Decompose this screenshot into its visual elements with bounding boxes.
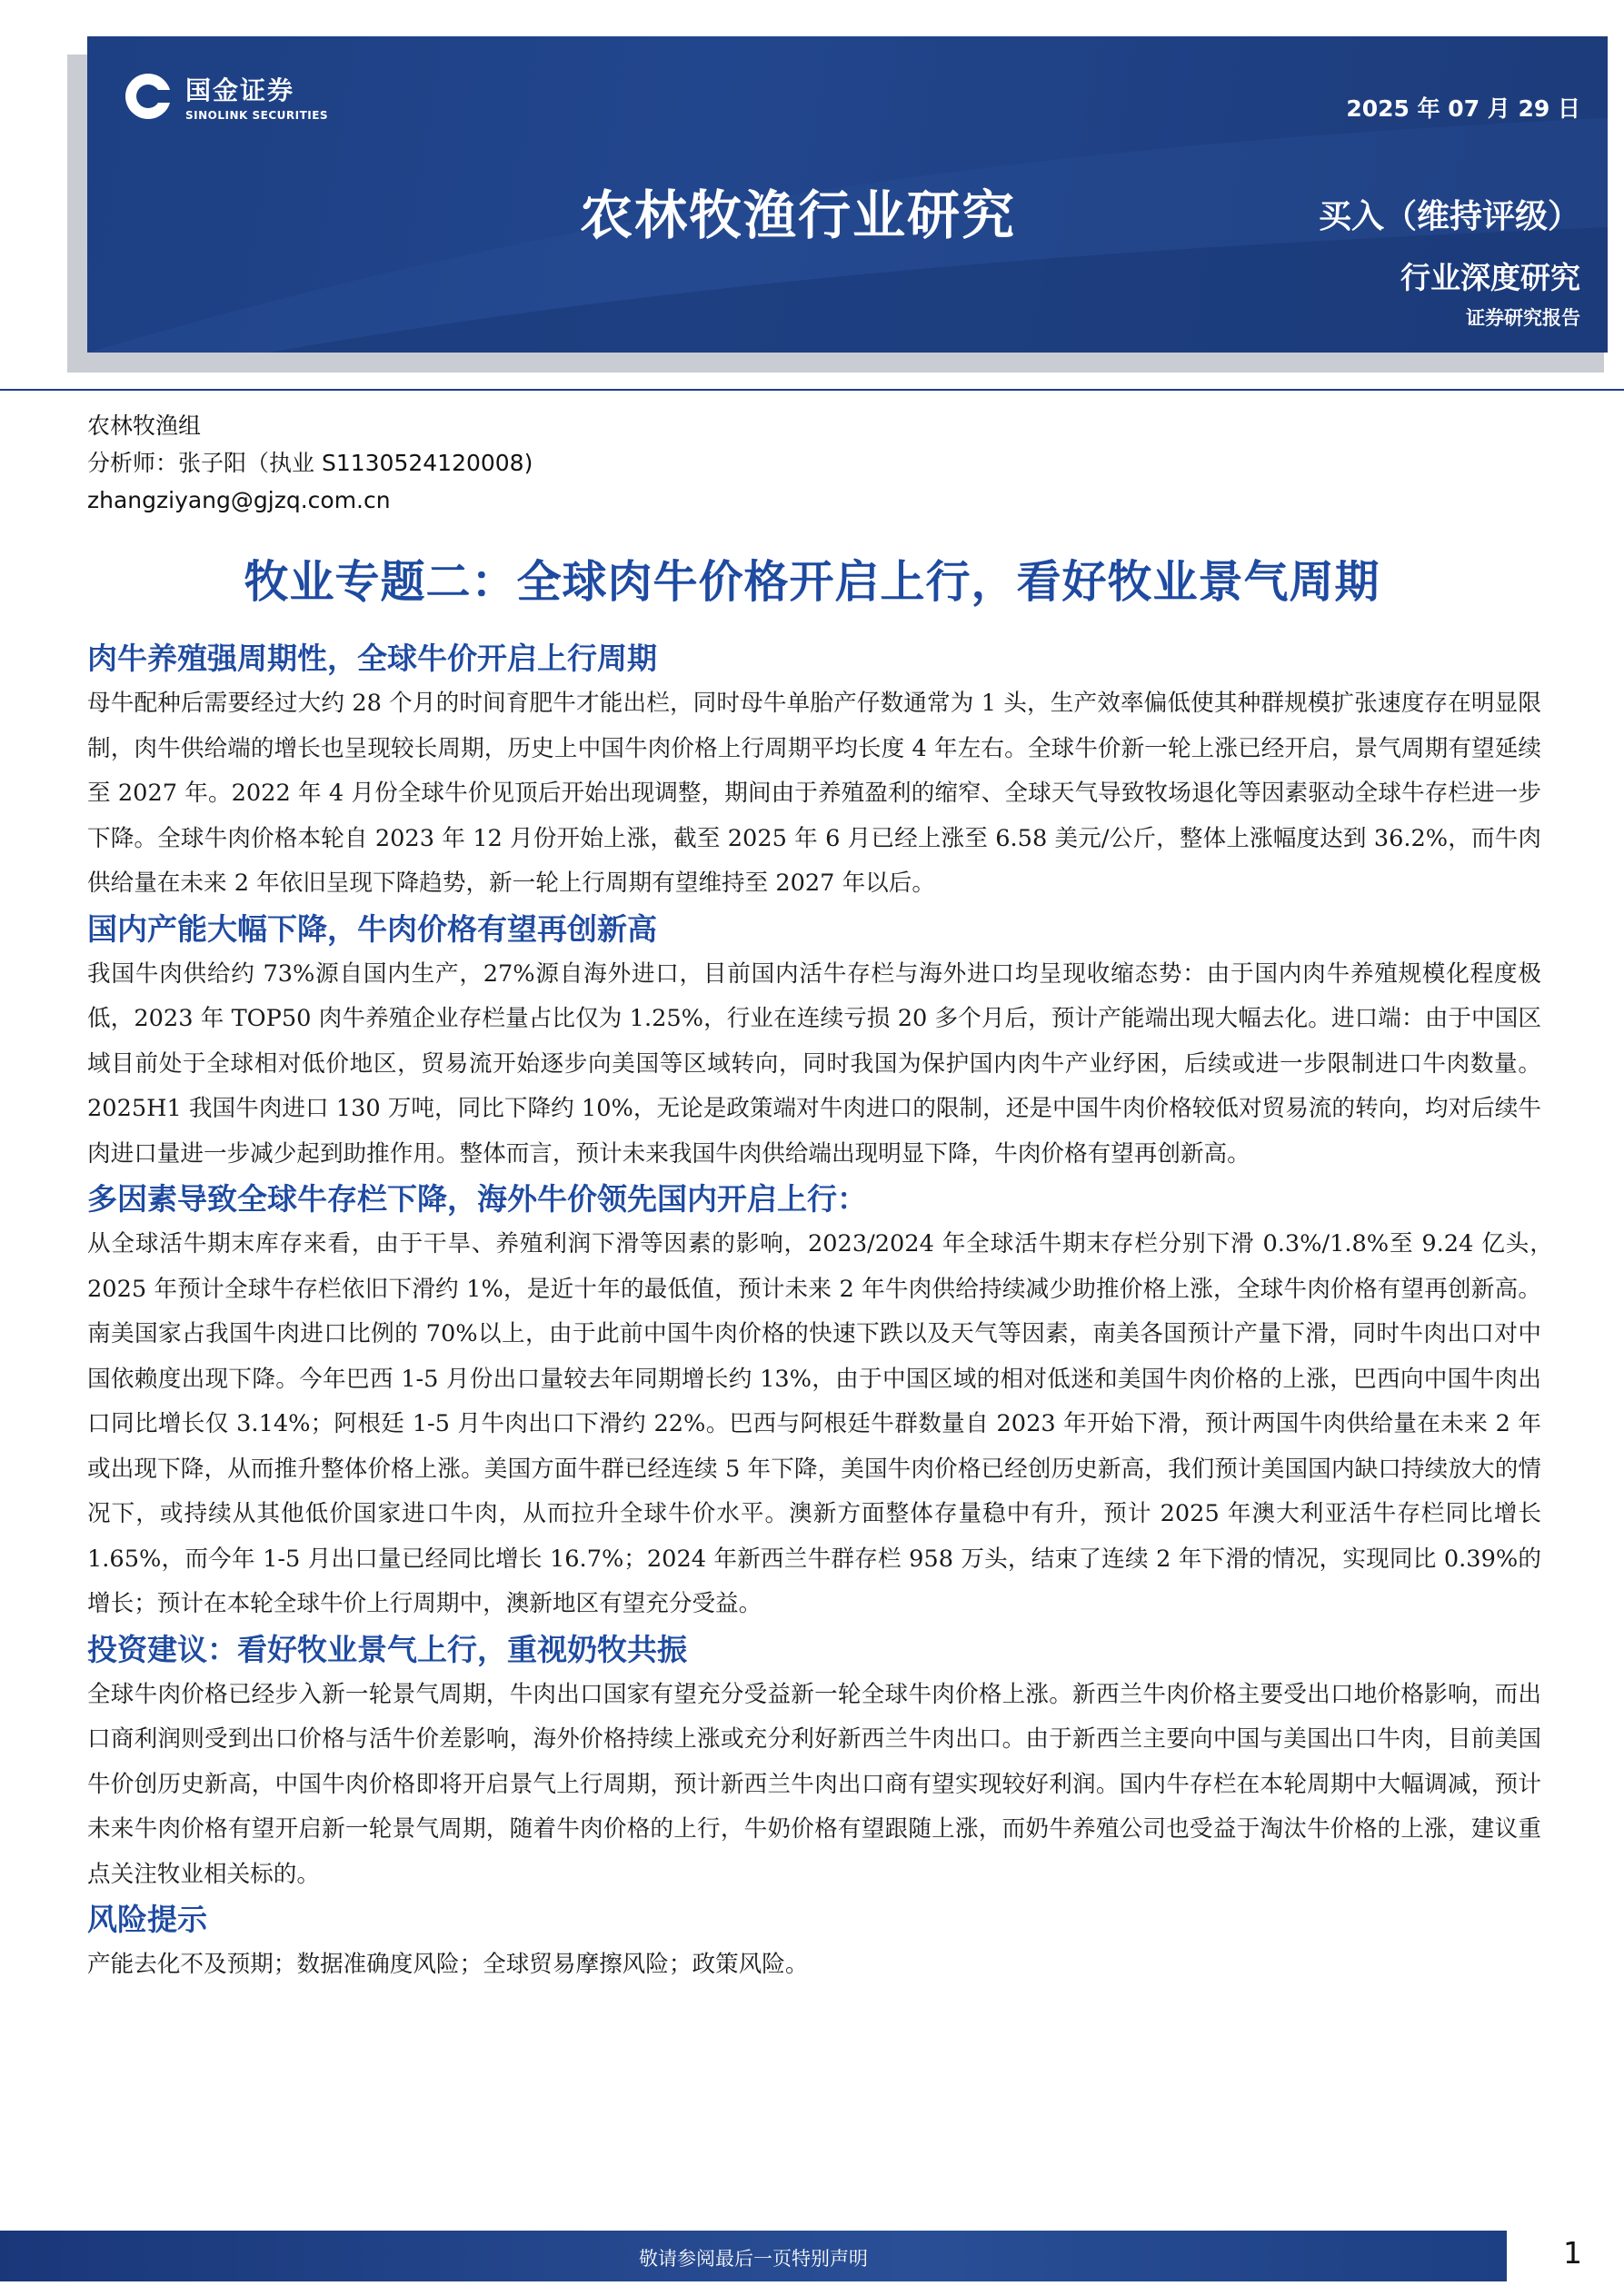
footer-disclaimer: 敬请参阅最后一页特别声明 xyxy=(639,2248,868,2270)
report-body xyxy=(87,636,1565,1988)
analyst-info xyxy=(87,407,533,519)
report-type: 行业深度研究 xyxy=(1400,260,1580,295)
company-logo xyxy=(124,71,328,122)
analyst-email[interactable]: zhangziyang@gjzq.com.cn xyxy=(87,487,391,513)
section-heading: 多因素导致全球牛存栏下降，海外牛价领先国内开启上行： xyxy=(87,1181,867,1217)
section-body: 我国牛肉供给约 73%源自国内生产，27%源自海外进口，目前国内活牛存栏与海外进口均呈现收缩态势：由于国内肉牛养殖规模化程度极低，2023 年 TOP50 肉牛养殖企业存栏量占比仅为 1.25%，行业在连续亏损 20 多个月后，预计产能端出现大幅去化。进口端：由于中国区域目前处于全球相对低价地区，贸易流开始逐步向美国等区域转向，同时我国为保护国内肉牛产业纾困，后续或进一步限制进口牛肉数量。2025H1 我国牛肉进口 130 万吨，同比下降约 10%，无论是政策端对牛肉进口的限制，还是中国牛肉价格较低对贸易流的转向，均对后续牛肉进口量进一步减少起到助推作用。整体而言，预计未来我国牛肉供给端出现明显下降，牛肉价格有望再创新高。 xyxy=(87,959,1541,1168)
report-subtype: 证券研究报告 xyxy=(1466,307,1580,329)
section-body: 全球牛肉价格已经步入新一轮景气周期，牛肉出口国家有望充分受益新一轮全球牛肉价格上涨。新西兰牛肉价格主要受出口地价格影响，而出口商利润则受到出口价格与活牛价差影响，海外价格持续上涨或充分利好新西兰牛肉出口。由于新西兰主要向中国与美国出口牛肉，目前美国牛价创历史新高，中国牛肉价格即将开启景气上行周期，预计新西兰牛肉出口商有望实现较好利润。国内牛存栏在本轮周期中大幅调减，预计未来牛肉价格有望开启新一轮景气周期，随着牛肉价格的上行，牛奶价格有望跟随上涨，而奶牛养殖公司也受益于淘汰牛价格的上涨，建议重点关注牧业相关标的。 xyxy=(87,1680,1541,1888)
industry-title: 农林牧渔行业研究 xyxy=(580,184,1017,246)
header-banner xyxy=(87,36,1608,353)
section-body: 从全球活牛期末库存来看，由于干旱、养殖利润下滑等因素的影响，2023/2024 年全球活牛期末存栏分别下滑 0.3%/1.8%至 9.24 亿头， 2025 年预计全球牛存栏依旧下滑约 1%，是近十年的最低值，预计未来 2 年牛肉供给持续减少助推价格上涨，全球牛肉价格有望再创新高。南美国家占我国牛肉进口比例的 70%以上，由于此前中国牛肉价格的快速下跌以及天气等因素，南美各国预计产量下滑，同时牛肉出口对中国依赖度出现下降。今年巴西 1-5 月份出口量较去年同期增长约 13%，由于中国区域的相对低迷和美国牛肉价格的上涨，巴西向中国牛肉出口同比增长仅 3.14%；阿根廷 1-5 月牛肉出口下滑约 22%。巴西与阿根廷牛群数量自 2023 年开始下滑，预计两国牛肉供给量在未来 2 年或出现下降，从而推升整体价格上涨。美国方面牛群已经连续 5 年下降，美国牛肉价格已经创历史新高，我们预计美国国内缺口持续放大的情况下，或持续从其他低价国家进口牛肉，从而拉升全球牛价水平。澳新方面整体存量稳中有升，预计 2025 年澳大利亚活牛存栏同比增长 1.65%，而今年 1-5 月出口量已经同比增长 16.7%；2024 年新西兰牛群存栏 958 万头，结束了连续 2 年下滑的情况，实现同比 0.39%的增长；预计在本轮全球牛价上行周期中，澳新地区有望充分受益。 xyxy=(87,1230,1565,1617)
section-body: 产能去化不及预期；数据准确度风险；全球贸易摩擦风险；政策风险。 xyxy=(87,1951,809,1978)
research-group: 农林牧渔组 xyxy=(87,412,202,439)
page-number: 1 xyxy=(1563,2235,1582,2271)
logo-text-cn: 国金证券 xyxy=(185,75,295,105)
sinolink-logo-icon xyxy=(124,72,173,121)
report-date: 2025 年 07 月 29 日 xyxy=(1346,95,1580,122)
section-heading: 投资建议：看好牧业景气上行，重视奶牧共振 xyxy=(87,1631,687,1667)
report-title: 牧业专题二：全球肉牛价格开启上行，看好牧业景气周期 xyxy=(244,556,1380,608)
section-heading: 国内产能大幅下降，牛肉价格有望再创新高 xyxy=(87,910,657,947)
rating-badge: 买入（维持评级） xyxy=(1318,198,1580,235)
logo-text-en: SINOLINK SECURITIES xyxy=(185,109,329,122)
section-heading: 风险提示 xyxy=(87,1902,207,1937)
section-heading: 肉牛养殖强周期性，全球牛价开启上行周期 xyxy=(87,641,657,676)
header-divider xyxy=(0,389,1624,391)
analyst-name: 分析师：张子阳（执业 S1130524120008) xyxy=(87,450,533,476)
section-body: 母牛配种后需要经过大约 28 个月的时间育肥牛才能出栏，同时母牛单胎产仔数通常为 1 头，生产效率偏低使其种群规模扩张速度存在明显限制，肉牛供给端的增长也呈现较长周期，历史上中国牛肉价格上行周期平均长度 4 年左右。全球牛价新一轮上涨已经开启，景气周期有望延续至 2027 年。2022 年 4 月份全球牛价见顶后开始出现调整，期间由于养殖盈利的缩窄、全球天气导致牧场退化等因素驱动全球牛存栏进一步下降。全球牛肉价格本轮自 2023 年 12 月份开始上涨，截至 2025 年 6 月已经上涨至 6.58 美元/公斤，整体上涨幅度达到 36.2%，而牛肉供给量在未来 2 年依旧呈现下降趋势，新一轮上行周期有望维持至 2027 年以后。 xyxy=(87,690,1541,897)
